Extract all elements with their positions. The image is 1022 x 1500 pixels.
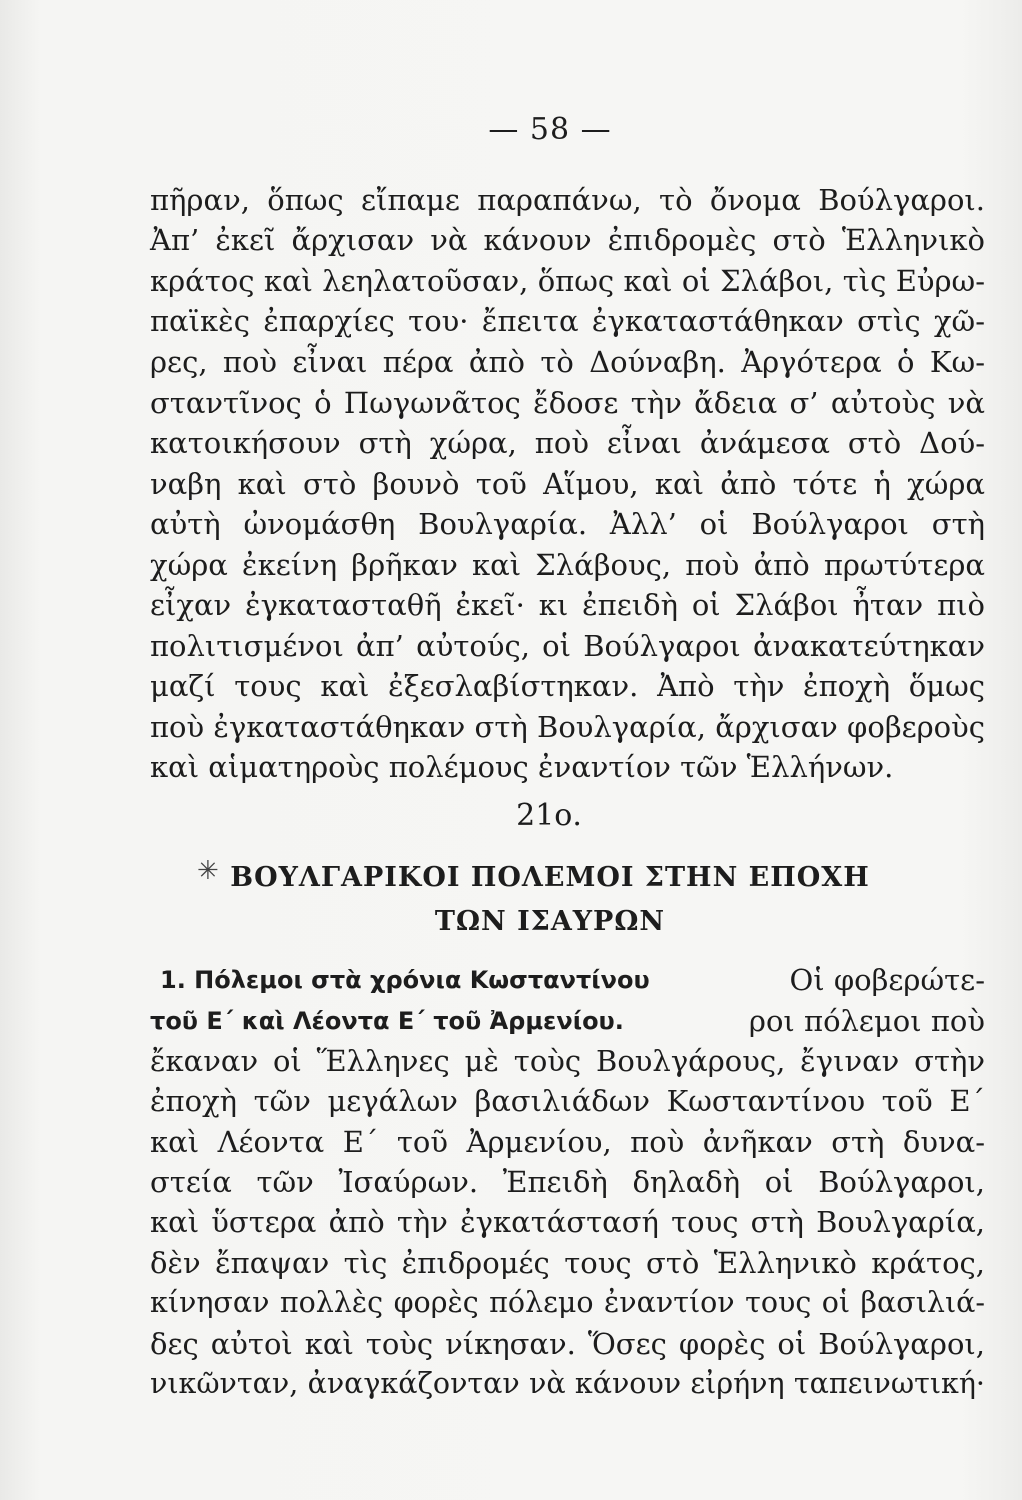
text-line: κατοικήσουν στὴ χώρα, ποὺ εἶναι ἀνάμεσα στὸ Δού-	[150, 426, 985, 460]
page-number: — 58 —	[488, 112, 612, 147]
text-line: πολιτισμένοι ἀπ’ αὐτούς, οἱ Βούλγαροι ἀνακατεύτηκαν	[150, 629, 985, 663]
text-line: δες αὐτοὶ καὶ τοὺς νίκησαν. Ὅσες φορὲς οἱ Βούλγαροι,	[150, 1327, 985, 1361]
text-line: κράτος καὶ λεηλατοῦσαν, ὅπως καὶ οἱ Σλάβοι, τὶς Εὐρω-	[150, 264, 985, 298]
text-line: ποὺ ἐγκαταστάθηκαν στὴ Βουλγαρία, ἄρχισαν φοβεροὺς	[150, 710, 985, 744]
text-line: ναβη καὶ στὸ βουνὸ τοῦ Αἵμου, καὶ ἀπὸ τότε ἡ χώρα	[150, 467, 985, 501]
section-number: 21ο.	[516, 798, 582, 833]
text-line: πῆραν, ὅπως εἴπαμε παραπάνω, τὸ ὄνομα Βούλγαροι.	[150, 183, 985, 217]
subheading-row-1	[150, 962, 985, 998]
text-line: ἐποχὴ τῶν μεγάλων βασιλιάδων Κωσταντίνου τοῦ Ε΄	[150, 1084, 985, 1118]
text-line: χώρα ἐκείνη βρῆκαν καὶ Σλάβους, ποὺ ἀπὸ πρωτύτερα	[150, 548, 985, 582]
text-line: σταντῖνος ὁ Πωγωνᾶτος ἔδοσε τὴν ἄδεια σ’ αὐτοὺς νὰ	[150, 386, 985, 420]
subheading-line1: 1. Πόλεμοι στὰ χρόνια Κωσταντίνου	[160, 966, 650, 994]
chapter-heading-line1: ΒΟΥΛΓΑΡΙΚΟΙ ΠΟΛΕΜΟΙ ΣΤΗΝ ΕΠΟΧΗ	[230, 862, 870, 893]
text-line: στεία τῶν Ἰσαύρων. Ἐπειδὴ δηλαδὴ οἱ Βούλγαροι,	[150, 1165, 985, 1199]
chapter-heading-line2: ΤΩΝ ΙΣΑΥΡΩΝ	[434, 906, 666, 937]
side-text-1: Οἱ φοβερώτε-	[789, 963, 985, 997]
asterisk-mark-icon: ✳	[197, 856, 219, 886]
text-line: Ἀπ’ ἐκεῖ ἄρχισαν νὰ κάνουν ἐπιδρομὲς στὸ Ἑλληνικὸ	[150, 223, 985, 257]
text-line: δὲν ἔπαψαν τὶς ἐπιδρομές τους στὸ Ἑλληνικὸ κράτος,	[150, 1246, 985, 1280]
text-line: καὶ αἱματηροὺς πολέμους ἐναντίον τῶν Ἑλλήνων.	[150, 750, 894, 784]
text-line: καὶ ὕστερα ἀπὸ τὴν ἐγκατάστασή τους στὴ Βουλγαρία,	[150, 1205, 985, 1239]
text-line: ρες, ποὺ εἶναι πέρα ἀπὸ τὸ Δούναβη. Ἀργότερα ὁ Κω-	[150, 345, 985, 379]
text-line: μαζί τους καὶ ἐξεσλαβίστηκαν. Ἀπὸ τὴν ἐποχὴ ὅμως	[150, 669, 985, 703]
text-line: ἔκαναν οἱ Ἕλληνες μὲ τοὺς Βουλγάρους, ἔγιναν στὴν	[150, 1044, 985, 1078]
text-line: εἶχαν ἐγκατασταθῆ ἐκεῖ· κι ἐπειδὴ οἱ Σλάβοι ἦταν πιὸ	[150, 588, 985, 622]
text-line: νικῶνταν, ἀναγκάζονταν νὰ κάνουν εἰρήνη ταπεινωτική·	[150, 1367, 985, 1400]
text-line: παϊκὲς ἐπαρχίες του· ἔπειτα ἐγκαταστάθηκαν στὶς χῶ-	[150, 304, 985, 338]
text-line: καὶ Λέοντα Ε΄ τοῦ Ἀρμενίου, ποὺ ἀνῆκαν στὴ δυνα-	[150, 1125, 985, 1159]
text-line: κίνησαν πολλὲς φορὲς πόλεμο ἐναντίον τους οἱ βασιλιά-	[150, 1286, 985, 1319]
text-line: αὐτὴ ὠνομάσθη Βουλγαρία. Ἀλλ’ οἱ Βούλγαροι στὴ	[150, 507, 985, 541]
subheading-row-2	[150, 1003, 985, 1039]
side-text-2: ροι πόλεμοι ποὺ	[748, 1004, 985, 1038]
subheading-line2: τοῦ Ε΄ καὶ Λέοντα Ε΄ τοῦ Ἀρμενίου.	[150, 1007, 624, 1035]
